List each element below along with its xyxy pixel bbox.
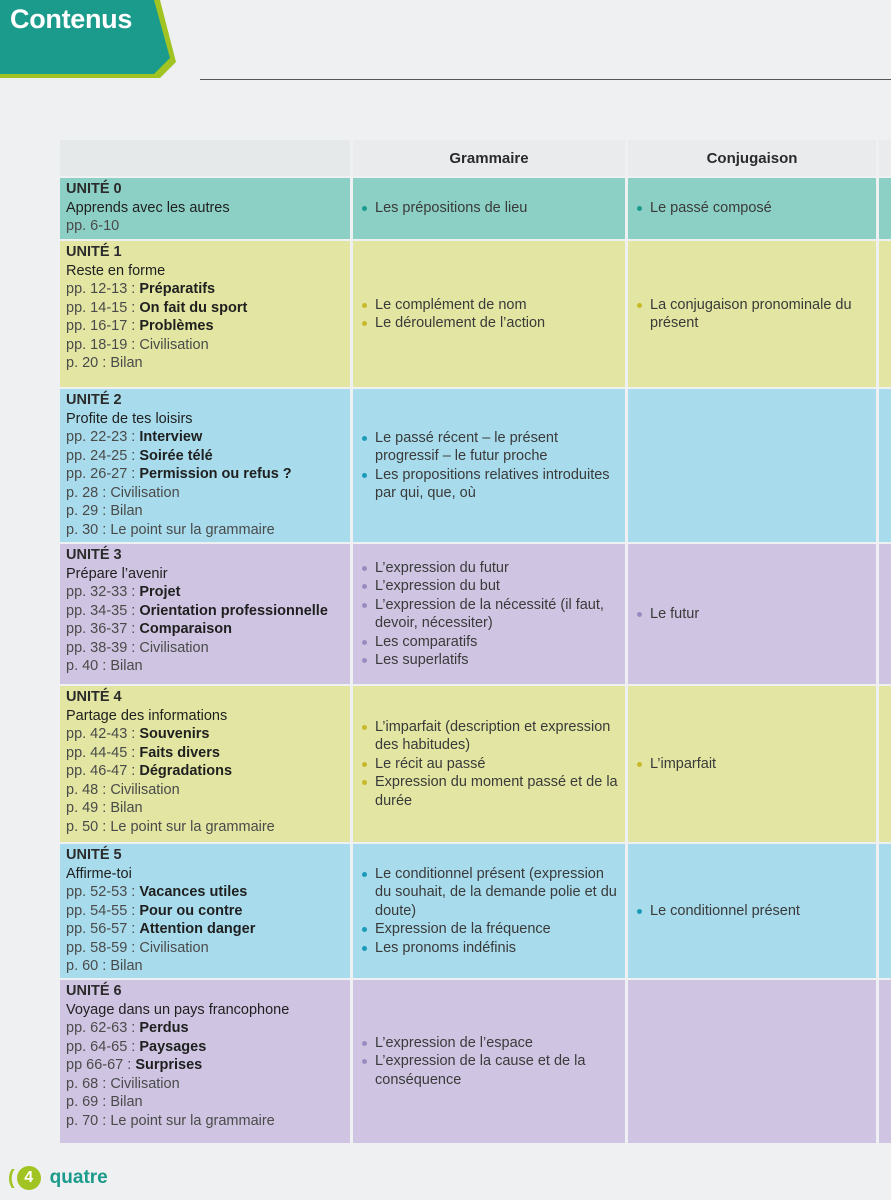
unit-page-line [66,957,344,976]
grammaire-item: L’expression de la cause et de la conséquence [359,1052,619,1089]
page-ref: p. 50 : Le point sur la grammaire [66,818,275,835]
page-ref: pp. 56-57 : [66,921,140,937]
unit-cell [60,980,350,1143]
page-ref: pp. 6-10 [66,218,120,234]
page-ref: pp. 32-33 : [66,584,140,600]
column-header-conjugaison: Conjugaison [628,140,876,176]
grammaire-cell [353,844,625,978]
extra-cell [879,241,891,387]
unit-page-line [66,639,344,658]
unit-page-line [66,818,344,837]
lesson-title: Projet [139,584,181,600]
column-header-unit [60,140,350,176]
page-ref: p. 69 : Bilan [66,1094,143,1110]
unit-name: Profite de tes loisirs [66,410,193,427]
unit-page-line [66,657,344,676]
unit-name: Voyage dans un pays francophone [66,1001,290,1018]
extra-cell [879,844,891,978]
grammaire-item: Le récit au passé [359,755,619,774]
unit-row [60,844,891,978]
unit-page-line [66,725,344,744]
conjugaison-cell [628,241,876,387]
unit-page-line [66,217,344,236]
unit-title: UNITÉ 4 [66,689,122,705]
unit-page-line [66,317,344,336]
page-ref: pp. 24-25 : [66,447,140,464]
extra-cell [879,686,891,842]
unit-row [60,686,891,842]
page-ref: pp. 26-27 : [66,466,140,482]
grammaire-list [359,296,619,333]
page-number-badge: 4 [17,1166,41,1190]
unit-title: UNITÉ 2 [66,392,122,408]
unit-row [60,241,891,387]
page-ref: pp. 58-59 : Civilisation [66,939,209,956]
grammaire-list [359,199,619,218]
grammaire-item: Les prépositions de lieu [359,199,619,218]
grammaire-item: Les comparatifs [359,633,619,652]
page-footer [8,1166,108,1190]
conjugaison-list [634,296,870,333]
grammaire-cell [353,980,625,1143]
grammaire-cell [353,178,625,239]
page-ref: pp. 46-47 : [66,763,140,779]
page-number-word: quatre [49,1167,108,1188]
page-ref: pp. 36-37 : [66,621,140,637]
page-ref: p. 68 : Civilisation [66,1075,180,1092]
unit-page-line [66,920,344,939]
grammaire-item: Le complément de nom [359,296,619,315]
unit-page-line [66,465,344,484]
unit-page-line [66,762,344,781]
page-ref: p. 40 : Bilan [66,658,143,674]
unit-page-line [66,299,344,318]
unit-page-line [66,583,344,602]
page-ref: p. 20 : Bilan [66,355,143,371]
unit-page-line [66,781,344,800]
grammaire-item: L’expression de l’espace [359,1034,619,1053]
unit-page-line [66,1112,344,1131]
unit-row [60,544,891,684]
conjugaison-cell [628,178,876,239]
unit-page-line [66,1019,344,1038]
grammaire-item: Les propositions relatives introduites par qui, que, où [359,466,619,503]
lesson-title: Dégradations [139,763,233,779]
grammaire-list [359,718,619,811]
grammaire-cell [353,389,625,542]
lesson-title: Comparaison [139,621,233,637]
page-ref: pp. 38-39 : Civilisation [66,639,209,656]
unit-name: Prépare l’avenir [66,565,168,582]
conjugaison-cell [628,544,876,684]
conjugaison-item: L’imparfait [634,755,870,774]
grammaire-item: Le conditionnel présent (expression du souhait, de la demande polie et du doute) [359,865,619,921]
unit-title: UNITÉ 5 [66,847,122,863]
header-rule [200,79,891,80]
grammaire-item: Le déroulement de l’action [359,314,619,333]
grammaire-item: Le passé récent – le présent progressif – le futur proche [359,429,619,466]
unit-page-line [66,1038,344,1057]
page-ref: pp. 64-65 : [66,1038,140,1055]
unit-page-line [66,620,344,639]
page-ref: pp. 42-43 : [66,726,140,742]
unit-name: Apprends avec les autres [66,199,230,216]
grammaire-item: Expression de la fréquence [359,920,619,939]
extra-cell [879,389,891,542]
lesson-title: Préparatifs [139,281,216,297]
conjugaison-item: La conjugaison pronominale du présent [634,296,870,333]
conjugaison-list [634,902,870,921]
grammaire-item: L’expression du futur [359,559,619,578]
lesson-title: On fait du sport [139,299,248,316]
grammaire-list [359,429,619,503]
grammaire-item: L’imparfait (description et expression des habitudes) [359,718,619,755]
unit-page-line [66,902,344,921]
page-ref: p. 28 : Civilisation [66,484,180,501]
lesson-title: Pour ou contre [139,902,243,919]
lesson-title: Perdus [139,1020,189,1036]
lesson-title: Attention danger [139,921,256,937]
title-banner [0,0,168,76]
grammaire-cell [353,544,625,684]
lesson-title: Orientation professionnelle [139,602,328,619]
column-header-grammaire: Grammaire [353,140,625,176]
column-header-extra [879,140,891,176]
lesson-title: Problèmes [139,318,214,334]
unit-page-line [66,336,344,355]
conjugaison-cell [628,389,876,542]
conjugaison-list [634,605,870,624]
lesson-title: Soirée télé [139,447,213,464]
unit-page-line [66,939,344,958]
conjugaison-list [634,199,870,218]
page-ref: pp. 22-23 : [66,429,140,445]
extra-cell [879,544,891,684]
unit-page-line [66,1075,344,1094]
page-ref: pp. 12-13 : [66,281,140,297]
unit-title: UNITÉ 3 [66,547,122,563]
conjugaison-item: Le passé composé [634,199,870,218]
unit-page-line [66,799,344,818]
grammaire-list [359,865,619,958]
lesson-title: Vacances utiles [139,884,248,900]
page-ref: pp. 54-55 : [66,902,140,919]
grammaire-item: Les superlatifs [359,651,619,670]
unit-page-line [66,502,344,521]
unit-name: Reste en forme [66,262,166,279]
unit-page-line [66,447,344,466]
unit-title: UNITÉ 0 [66,181,122,197]
unit-cell [60,544,350,684]
page-ref: pp. 16-17 : [66,318,140,334]
page-ref: p. 29 : Bilan [66,503,143,519]
footer-bracket-icon: ( [8,1166,15,1189]
header-row [60,140,891,176]
page-ref: pp. 62-63 : [66,1020,140,1036]
unit-page-line [66,354,344,373]
unit-page-line [66,484,344,503]
grammaire-cell [353,241,625,387]
page-ref: p. 30 : Le point sur la grammaire [66,521,275,538]
conjugaison-list [634,755,870,774]
page-ref: p. 49 : Bilan [66,800,143,816]
unit-page-line [66,1093,344,1112]
grammaire-item: L’expression de la nécessité (il faut, devoir, nécessiter) [359,596,619,633]
extra-cell [879,980,891,1143]
grammaire-item: Les pronoms indéfinis [359,939,619,958]
page-ref: pp 66-67 : [66,1057,136,1073]
lesson-title: Souvenirs [139,726,210,742]
unit-page-line [66,602,344,621]
unit-row [60,178,891,239]
page-ref: pp. 14-15 : [66,299,140,316]
page-ref: p. 60 : Bilan [66,958,143,974]
grammaire-list [359,559,619,670]
page-ref: pp. 44-45 : [66,744,140,761]
conjugaison-cell [628,980,876,1143]
grammaire-cell [353,686,625,842]
lesson-title: Paysages [139,1038,207,1055]
unit-cell [60,686,350,842]
lesson-title: Faits divers [139,744,220,761]
unit-cell [60,241,350,387]
grammaire-item: Expression du moment passé et de la durée [359,773,619,810]
unit-row [60,389,891,542]
lesson-title: Interview [139,429,203,445]
conjugaison-cell [628,686,876,842]
lesson-title: Permission ou refus ? [139,466,292,482]
page-ref: pp. 52-53 : [66,884,140,900]
page-title: Contenus [10,4,133,34]
page-ref: p. 48 : Civilisation [66,781,180,798]
conjugaison-cell [628,844,876,978]
grammaire-item: L’expression du but [359,577,619,596]
unit-page-line [66,428,344,447]
unit-page-line [66,883,344,902]
unit-cell [60,178,350,239]
unit-cell [60,389,350,542]
unit-title: UNITÉ 6 [66,983,122,999]
unit-row [60,980,891,1143]
page-ref: pp. 34-35 : [66,602,140,619]
conjugaison-item: Le conditionnel présent [634,902,870,921]
unit-name: Affirme-toi [66,865,132,882]
lesson-title: Surprises [135,1057,203,1073]
extra-cell [879,178,891,239]
unit-title: UNITÉ 1 [66,244,122,260]
unit-page-line [66,1056,344,1075]
grammaire-list [359,1034,619,1090]
page-ref: p. 70 : Le point sur la grammaire [66,1112,275,1129]
conjugaison-item: Le futur [634,605,870,624]
unit-name: Partage des informations [66,707,228,724]
page-ref: pp. 18-19 : Civilisation [66,336,209,353]
unit-cell [60,844,350,978]
unit-page-line [66,521,344,540]
unit-page-line [66,280,344,299]
unit-page-line [66,744,344,763]
